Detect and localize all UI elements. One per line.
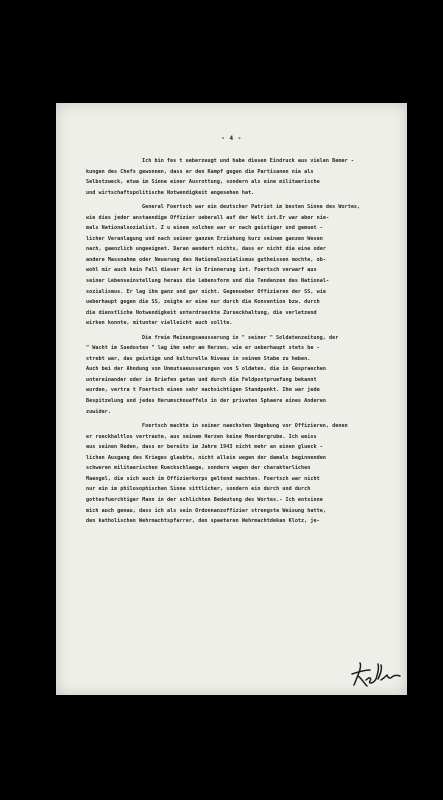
text-line: und wirtschaftspolitische Notwendigkeit angesehen hat. [86, 189, 255, 196]
text-line: Die freie Meinungsaeusserung in " seiner " Soldatenzeitung, der [142, 334, 339, 341]
text-line: Foertsch machte in seiner naechsten Umgebung vor Offizieren, denen [142, 423, 348, 430]
text-line: Bespitzelung und jedes Herumschnueffeln in der privaten Sphaere eines Anderen [86, 398, 326, 405]
text-line: andere Massnahme oder Neuerung des Nationalsozialismus gutheissen mochte, ob- [86, 256, 326, 263]
text-line: " Wacht im Suedosten " lag ihm sehr am Herzen, wie er ueberhaupt stets be - [86, 345, 320, 352]
text-line: wohl mir auch kein Fall dieser Art in Erinnerung ist. Foertsch verwarf aus [86, 267, 317, 274]
text-line: er rueckhaltlos vertraute, aus seinem Herzen keine Moerdergrube. Ich weiss [86, 433, 317, 440]
text-line: General Foertsch war ein deutscher Patriot im besten Sinne des Wortes, [142, 204, 361, 211]
text-line: wie dies jeder anstaendige Offizier ueberall auf der Welt ist.Er war aber nie- [86, 214, 330, 221]
text-line: Ich bin fes t ueberzeugt und habe diesen Eindruck aus vielen Bemer - [142, 158, 354, 164]
text-line: zuwider. [86, 408, 111, 415]
text-line: Maengel, die sich auch im Offizierkorps geltend machten. Foertsch war nicht [86, 475, 320, 482]
text-line: Selbstzweck, etwa im Sinne einer Ausrottung, sondern als eine militaerische [86, 179, 320, 186]
text-line: nach, gaenzlich ungeeignet. Daran aendert nichts, dass er nicht die eine oder [86, 246, 326, 253]
text-line: licher Veranlagung und nach seiner ganzen Erziehung kurz seinem ganzen Wesen [86, 235, 323, 242]
text-line: kungen des Chefs gewonnen, dass er den Kampf gegen die Partisanen nie als [86, 168, 314, 175]
text-line: mals Nationalsozialist. Z u einem solchen war er nach geistiger und gemuet - [86, 225, 323, 232]
text-line: Auch bei der Ahndung von Unmutsaeusserungen von S oldaten, die in Gespraechen [86, 366, 326, 373]
text-line: wirken konnte, mitunter vielleicht auch sollte. [86, 320, 233, 327]
text-line: untereinander oder in Briefen getan und durch die Feldpostpruefung bekannt [86, 376, 317, 383]
text-line: wurden, vertra t Foertsch einen sehr nachsichtigen Standpunkt. Ihm war jede [86, 387, 320, 394]
text-line: nur ein im philosophischen Sinne sittlicher, sondern ein durch und durch [86, 486, 311, 493]
text-line: den katholischen Wehrmachtspfarrer, den spaeteren Wehrmachtdekan Klotz, je- [86, 518, 320, 525]
text-line: ueberhaupt gegen die SS, zeigte er eine nur durch die Konvention bzw. durch [86, 299, 320, 306]
text-line: seiner Lebenseinstellung heraus die Lebensform und die Tendenzen des National- [86, 278, 330, 285]
text-line: sozialismus. Er lag ihm ganz und gar nicht. Gegenueber Offizieren der SS, wie [86, 288, 326, 295]
text-line: aus seinen Reden, dass er bereits im Jahre 1943 nicht mehr an einen glueck - [86, 444, 323, 451]
body-text [86, 156, 404, 527]
text-line: schweren militaerischen Rueckschlaege, sondern wegen der charakterlichen [86, 465, 311, 472]
text-line: strebt war, das geistige und kulturelle Niveau in seinem Stabe zu heben. [86, 355, 311, 362]
handwritten-signature [348, 659, 404, 691]
text-line: gottesfuerchtiger Mann in der schlichten Bedeutung des Wortes.- Ich entsinne [86, 496, 323, 503]
page-number: - 4 - [221, 135, 242, 142]
signature-image [348, 659, 404, 691]
text-line: mich auch genau, dass ich als sein Ordonnanzoffizier strengste Weisung hatte, [86, 507, 326, 514]
text-line: die dienstliche Notwendigkeit unterdrueckte Zurueckhaltung, die verletzend [86, 309, 317, 316]
document-page [56, 103, 407, 695]
text-line: lichen Ausgang des Krieges glaubte, nicht allein wegen der damals beginnenden [86, 454, 326, 461]
